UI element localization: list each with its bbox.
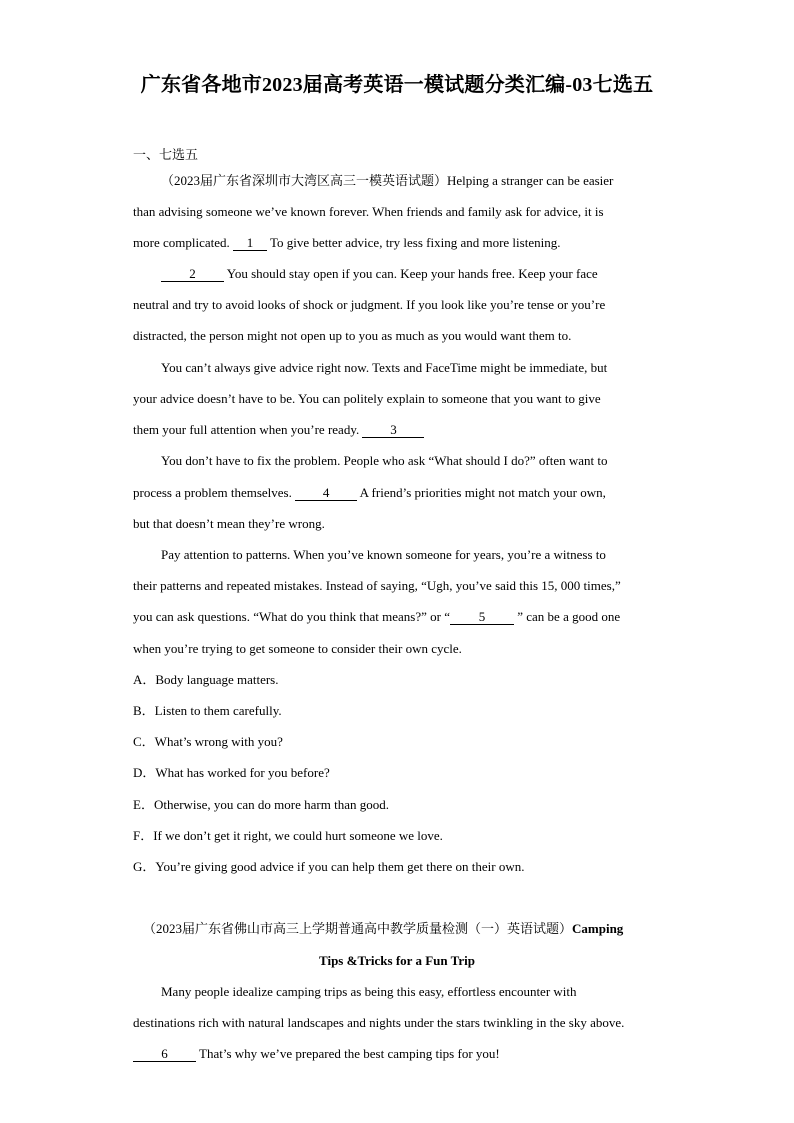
passage1-line: but that doesn’t mean they’re wrong. — [133, 516, 325, 531]
text: That’s why we’ve prepared the best camping tips for you! — [196, 1046, 500, 1061]
option-f: F．If we don’t get it right, we could hurt someone we love. — [133, 828, 443, 843]
passage1-line: distracted, the person might not open up to you as much as you would want them to. — [133, 328, 572, 343]
blank-4: 4 — [295, 486, 357, 501]
passage1-line: neutral and try to avoid looks of shock or judgment. If you look like you’re tense or you’re — [133, 297, 606, 312]
passage2-line — [133, 1046, 500, 1062]
text: You should stay open if you can. Keep your hands free. Keep your face — [224, 266, 598, 281]
text: ” can be a good one — [513, 609, 621, 624]
passage1-line — [161, 266, 598, 282]
blank-1: 1 — [233, 236, 267, 251]
passage1-line: Pay attention to patterns. When you’ve known someone for years, you’re a witness to — [161, 547, 606, 562]
document-title: 广东省各地市2023届高考英语一模试题分类汇编-03七选五 — [140, 74, 654, 96]
passage1-line: their patterns and repeated mistakes. Instead of saying, “Ugh, you’ve said this 15, 000 times,” — [133, 578, 621, 593]
text: you can ask questions. “What do you think that means?” or “ — [133, 609, 450, 624]
passage1-line — [161, 173, 613, 189]
passage2-heading — [143, 921, 623, 937]
passage1-line: than advising someone we’ve known forever. When friends and family ask for advice, it is — [133, 204, 604, 219]
passage1-line: when you’re trying to get someone to consider their own cycle. — [133, 641, 462, 656]
passage2-line: destinations rich with natural landscapes and nights under the stars twinkling in the sky above. — [133, 1015, 625, 1030]
passage2-line: Many people idealize camping trips as being this easy, effortless encounter with — [161, 984, 577, 999]
text: process a problem themselves. — [133, 485, 296, 500]
text: （2023届广东省佛山市高三上学期普通高中教学质量检测（一）英语试题） — [143, 921, 573, 936]
passage1-line: You can’t always give advice right now. Texts and FaceTime might be immediate, but — [161, 360, 608, 375]
text: （2023届广东省深圳市大湾区高三一模英语试题）Helping a stranger can be easier — [161, 173, 614, 188]
passage2-title: Tips &Tricks for a Fun Trip — [319, 953, 475, 968]
option-c: C．What’s wrong with you? — [133, 734, 283, 749]
section-heading: 一、七选五 — [133, 147, 199, 162]
text: A friend’s priorities might not match your own, — [357, 485, 606, 500]
passage1-line — [133, 609, 620, 625]
blank-5: 5 — [450, 610, 514, 625]
option-d: D．What has worked for you before? — [133, 765, 330, 780]
blank-6: 6 — [133, 1047, 196, 1062]
text: more complicated. — [133, 235, 233, 250]
passage1-line — [133, 422, 424, 438]
blank-3: 3 — [362, 423, 424, 438]
option-g: G．You’re giving good advice if you can help them get there on their own. — [133, 859, 525, 874]
text: To give better advice, try less fixing and more listening. — [267, 235, 561, 250]
blank-2: 2 — [161, 267, 224, 282]
passage1-line — [133, 235, 560, 251]
option-b: B．Listen to them carefully. — [133, 703, 282, 718]
passage1-line: your advice doesn’t have to be. You can politely explain to someone that you want to give — [133, 391, 601, 406]
option-a: A．Body language matters. — [133, 672, 279, 687]
option-e: E．Otherwise, you can do more harm than good. — [133, 797, 389, 812]
text: Camping — [572, 921, 624, 936]
text: them your full attention when you’re ready. — [133, 422, 363, 437]
passage1-line: You don’t have to fix the problem. People who ask “What should I do?” often want to — [161, 453, 608, 468]
passage1-line — [133, 485, 606, 501]
